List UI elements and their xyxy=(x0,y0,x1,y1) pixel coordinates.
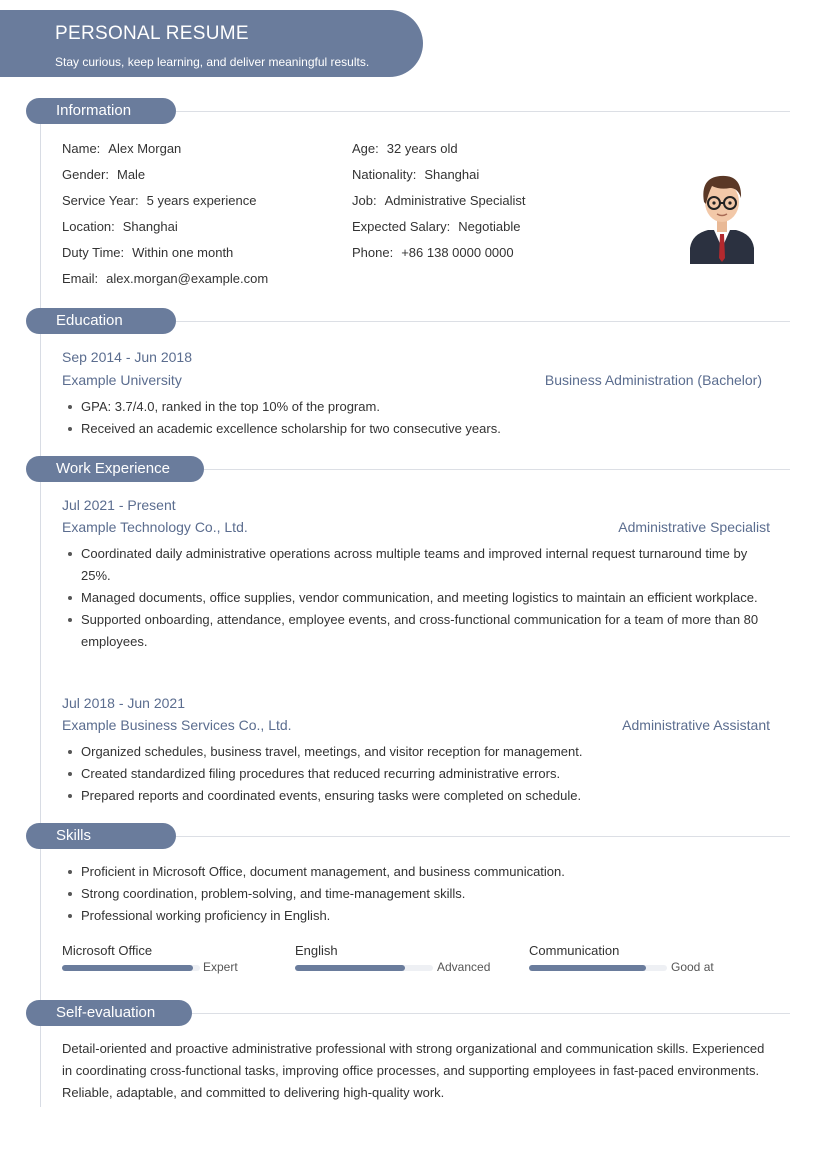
skill-track xyxy=(529,965,667,971)
info-job: Job: Administrative Specialist xyxy=(352,193,526,208)
education-bullets xyxy=(62,396,774,440)
skill-bar xyxy=(62,943,262,974)
skill-level: Expert xyxy=(203,960,238,974)
skill-fill xyxy=(295,965,405,971)
work-1-bullets xyxy=(62,543,774,653)
work-1-company: Example Technology Co., Ltd. xyxy=(62,519,248,535)
section-divider xyxy=(204,469,790,470)
list-item: Strong coordination, problem-solving, and time-management skills. xyxy=(62,883,774,905)
skill-fill xyxy=(529,965,646,971)
work-2-bullets xyxy=(62,741,774,807)
skill-name: Microsoft Office xyxy=(62,943,153,958)
section-title-information: Information xyxy=(26,98,176,124)
work-1-role: Administrative Specialist xyxy=(618,519,770,535)
list-item: Received an academic excellence scholarship for two consecutive years. xyxy=(62,418,774,440)
section-divider xyxy=(176,321,790,322)
skill-name: English xyxy=(295,943,338,958)
timeline-line xyxy=(40,100,41,1107)
skill-track xyxy=(62,965,200,971)
work-2-role: Administrative Assistant xyxy=(622,717,770,733)
skill-bar xyxy=(529,943,729,974)
section-divider xyxy=(192,1013,790,1014)
info-expected-salary: Expected Salary: Negotiable xyxy=(352,219,521,234)
section-divider xyxy=(176,111,790,112)
resume-title: PERSONAL RESUME xyxy=(55,23,249,44)
info-gender: Gender: Male xyxy=(62,167,146,182)
list-item: Managed documents, office supplies, vendor communication, and meeting logistics to maintain an efficient workplace. xyxy=(62,587,774,609)
work-1-dates: Jul 2021 - Present xyxy=(62,497,176,513)
info-service-year: Service Year: 5 years experience xyxy=(62,193,257,208)
skill-bar xyxy=(295,943,495,974)
list-item: Supported onboarding, attendance, employee events, and cross-functional communication for a team of more than 80 employees. xyxy=(62,609,774,653)
section-title-skills: Skills xyxy=(26,823,176,849)
skill-fill xyxy=(62,965,193,971)
education-degree: Business Administration (Bachelor) xyxy=(544,372,762,388)
resume-subtitle: Stay curious, keep learning, and deliver meaningful results. xyxy=(55,55,370,69)
section-title-education: Education xyxy=(26,308,176,334)
info-name: Name: Alex Morgan xyxy=(62,141,182,156)
info-duty-time: Duty Time: Within one month xyxy=(62,245,234,260)
section-title-work: Work Experience xyxy=(26,456,204,482)
list-item: Organized schedules, business travel, meetings, and visitor reception for management. xyxy=(62,741,774,763)
skill-track xyxy=(295,965,433,971)
self-evaluation-text: Detail-oriented and proactive administrative professional with strong organizational and communication skills. Experienced in coordinating cross-functional tasks, improving office processes, and supporting employees in fast-paced environments. Reliable, adaptable, and committed to delivering high-quality work. xyxy=(62,1041,765,1100)
info-location: Location: Shanghai xyxy=(62,219,178,234)
info-nationality: Nationality: Shanghai xyxy=(352,167,480,182)
skill-name: Communication xyxy=(529,943,620,958)
info-phone: Phone: +86 138 0000 0000 xyxy=(352,245,514,260)
section-title-self-evaluation: Self-evaluation xyxy=(26,1000,192,1026)
list-item: Prepared reports and coordinated events, ensuring tasks were completed on schedule. xyxy=(62,785,774,807)
list-item: Proficient in Microsoft Office, document management, and business communication. xyxy=(62,861,774,883)
education-school: Example University xyxy=(62,372,182,388)
work-2-company: Example Business Services Co., Ltd. xyxy=(62,717,292,733)
skills-bullets xyxy=(62,861,774,927)
skill-level: Advanced xyxy=(437,960,491,974)
list-item: GPA: 3.7/4.0, ranked in the top 10% of the program. xyxy=(62,396,774,418)
list-item: Professional working proficiency in English. xyxy=(62,905,774,927)
list-item: Coordinated daily administrative operations across multiple teams and improved internal request turnaround time by 25%. xyxy=(62,543,774,587)
header-banner xyxy=(0,10,423,77)
education-dates: Sep 2014 - Jun 2018 xyxy=(62,349,192,365)
work-2-dates: Jul 2018 - Jun 2021 xyxy=(62,695,185,711)
info-email: Email: alex.morgan@example.com xyxy=(62,271,269,286)
info-age: Age: 32 years old xyxy=(352,141,458,156)
skill-level: Good at xyxy=(671,960,714,974)
section-divider xyxy=(176,836,790,837)
businessman-avatar-icon xyxy=(686,168,758,264)
list-item: Created standardized filing procedures that reduced recurring administrative errors. xyxy=(62,763,774,785)
